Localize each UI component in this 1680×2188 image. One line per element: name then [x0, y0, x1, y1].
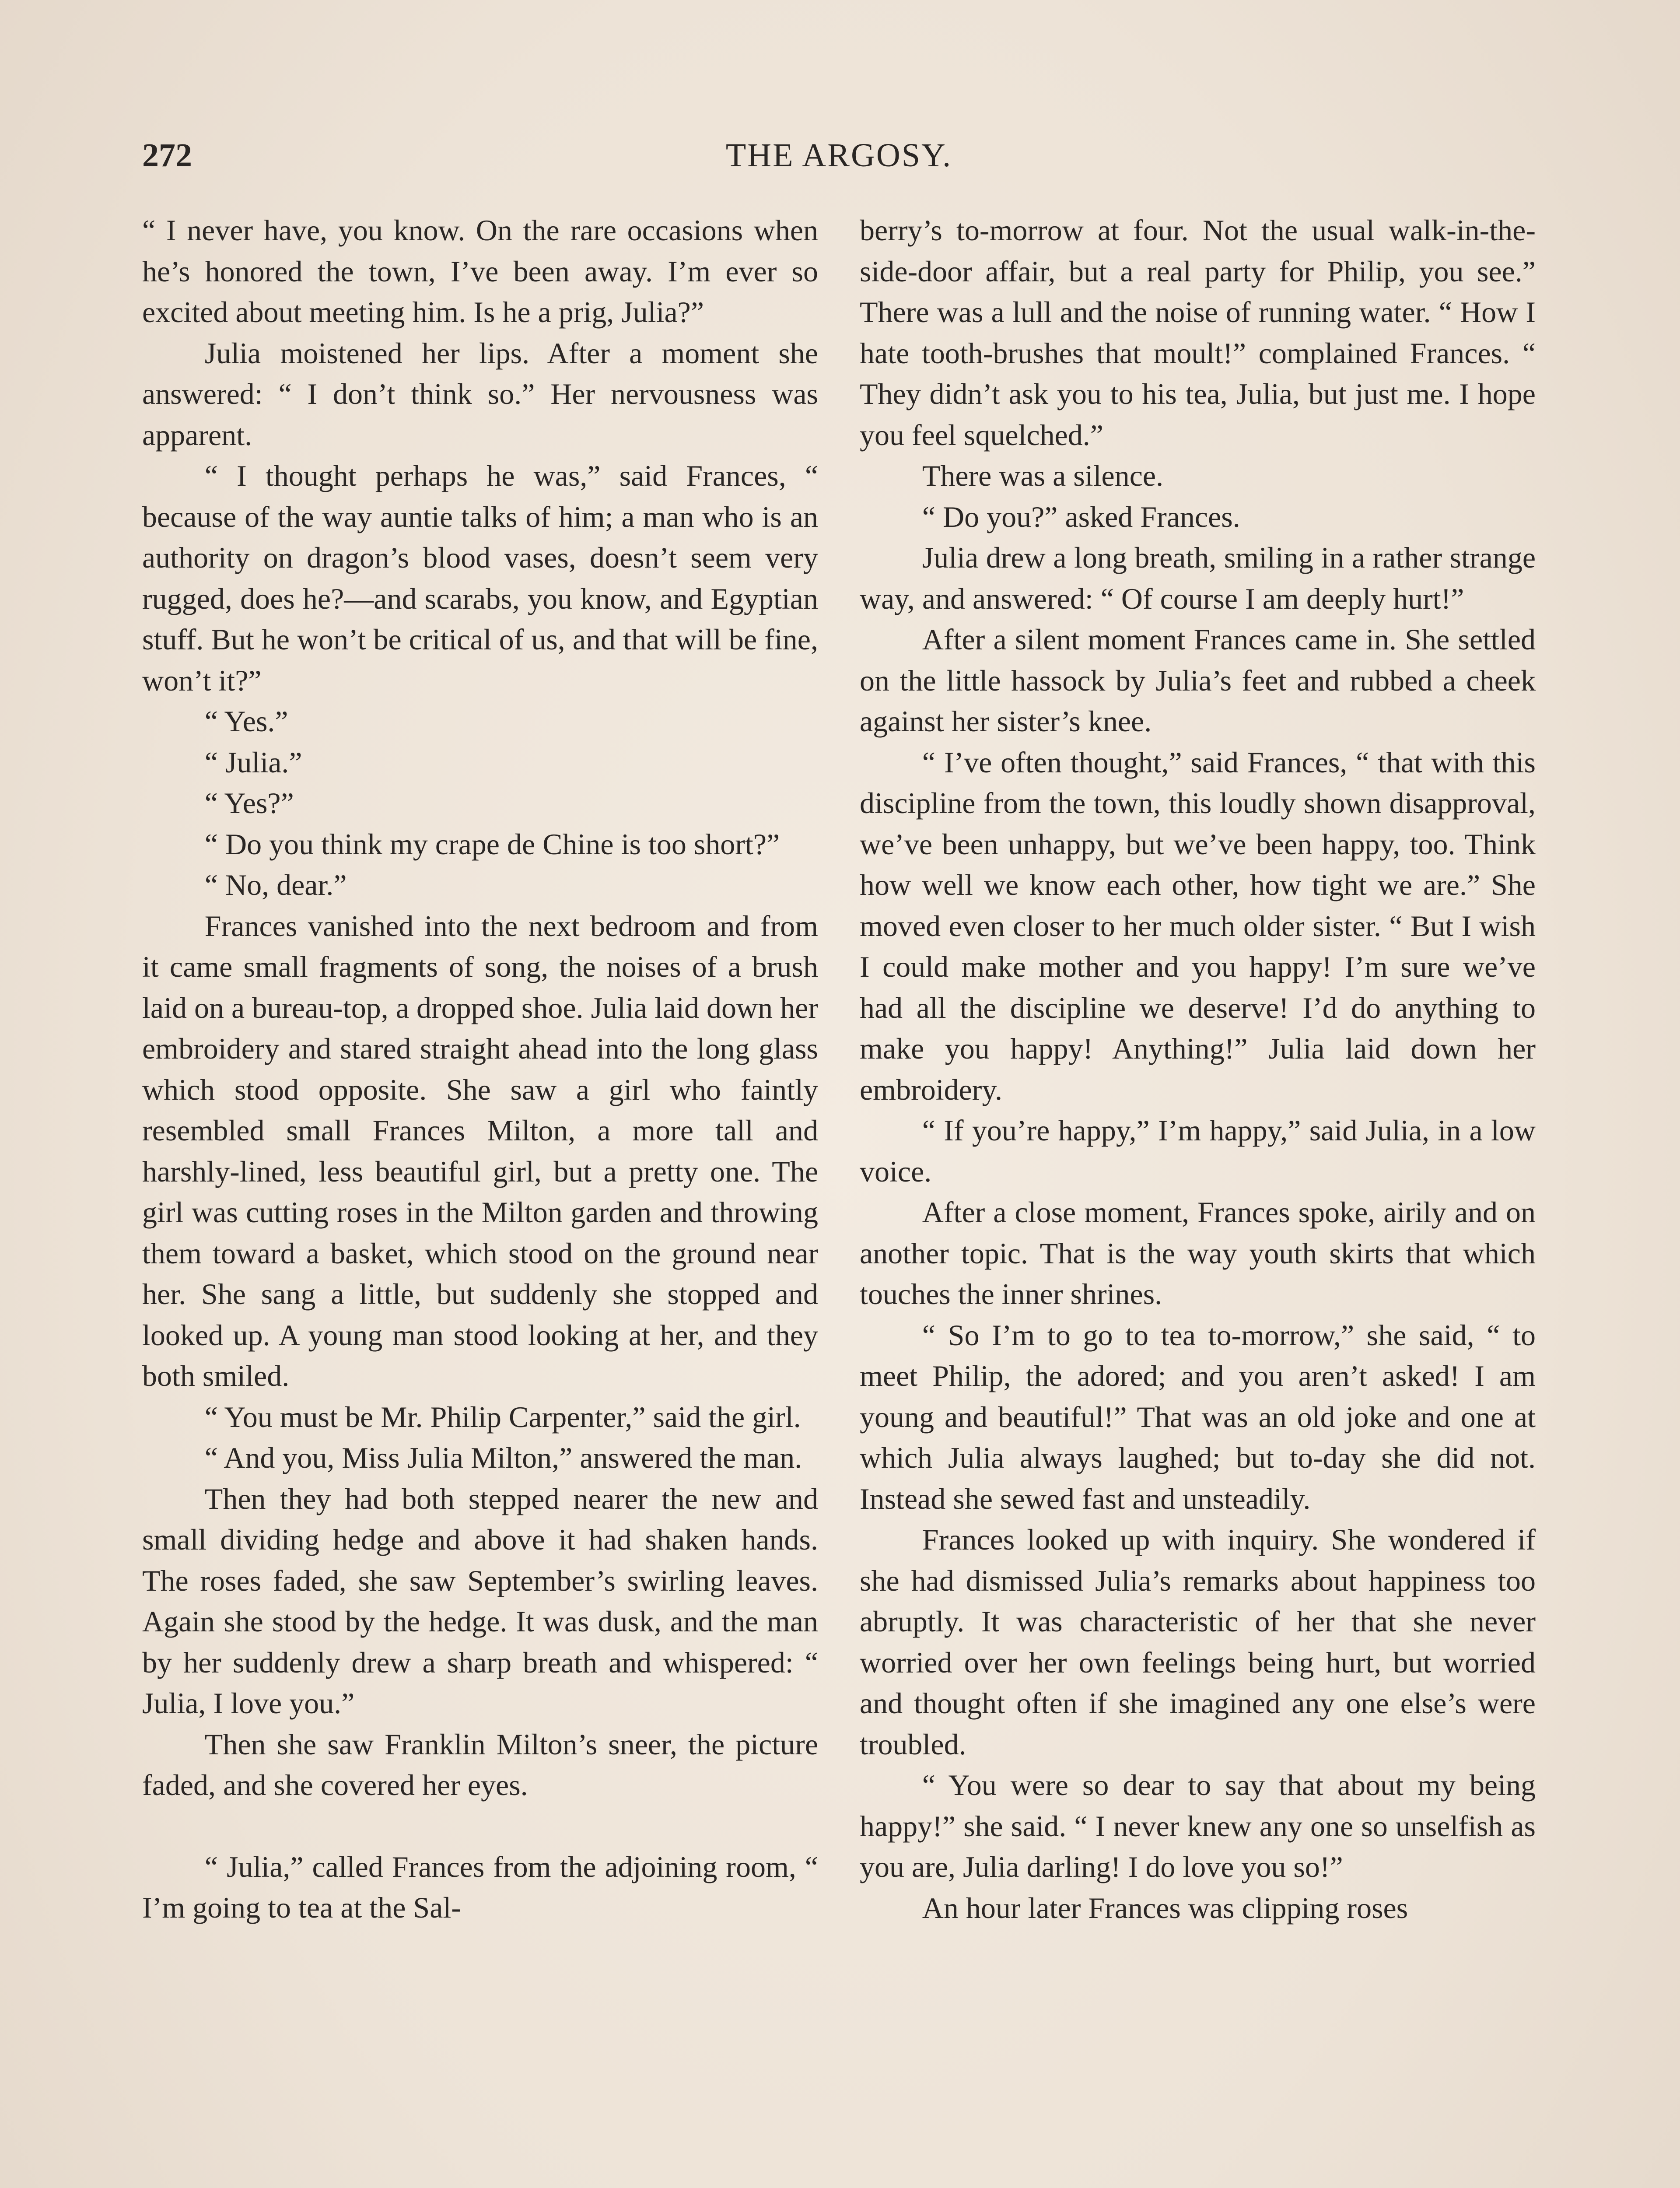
- paragraph: “ Julia.”: [204, 745, 302, 779]
- paragraph: “ So I’m to go to tea to-morrow,” she said, “ to meet Philip, the adored; and you aren’t asked! I am young and beautiful!” That was an old joke and one at which Julia always laughed; but to-day she did not. Instead she sewed fast and unsteadily.: [860, 1318, 1536, 1515]
- paragraph: “ Do you?” asked Frances.: [922, 500, 1240, 533]
- paragraph: Frances vanished into the next bedroom and from it came small fragments of song, the noises of a brush laid on a bureau-top, a dropped shoe. Julia laid down her embroidery and stared straight ahead into the long glass which stood opposite. She saw a girl who faintly resembled small Frances Milton, a more tall and harshly-lined, less beautiful girl, but a pretty one. The girl was cutting roses in the Milton garden and throwing them toward a basket, which stood on the ground near her. She sang a little, but suddenly she stopped and looked up. A young man stood looking at her, and they both smiled.: [142, 909, 818, 1392]
- paragraph: “ You must be Mr. Philip Carpenter,” said the girl.: [204, 1400, 801, 1434]
- paragraph: “ I thought perhaps he was,” said Frances, “ because of the way auntie talks of him; a man who is an authority on dragon’s blood vases, doesn’t seem very rugged, does he?—and scarabs, you know, and Egyptian stuff. But he won’t be critical of us, and that will be fine, won’t it?”: [142, 459, 818, 697]
- paragraph: There was a silence.: [922, 459, 1164, 492]
- paragraph: “ No, dear.”: [204, 868, 347, 901]
- paragraph: Julia drew a long breath, smiling in a rather strange way, and answered: “ Of course I am deeply hurt!”: [860, 541, 1536, 615]
- paragraph: Frances looked up with inquiry. She wondered if she had dismissed Julia’s remarks about happiness too abruptly. It was characteristic of her that she never worried over her own feelings being hurt, but worried and thought often if she imagined any one else’s were troubled.: [860, 1523, 1536, 1761]
- paragraph: After a close moment, Frances spoke, airily and on another topic. That is the way youth skirts that which touches the inner shrines.: [860, 1196, 1536, 1311]
- paragraph: Julia moistened her lips. After a moment she answered: “ I don’t think so.” Her nervousness was apparent.: [142, 336, 818, 452]
- paragraph: “ And you, Miss Julia Milton,” answered the man.: [204, 1441, 802, 1474]
- paragraph: “ Julia,” called Frances from the adjoining room, “ I’m going to tea at the Sal-: [142, 1850, 818, 1924]
- page-header: [142, 131, 1536, 179]
- paragraph: “ If you’re happy,” I’m happy,” said Julia, in a low voice.: [860, 1114, 1536, 1188]
- paragraph: Then she saw Franklin Milton’s sneer, the picture faded, and she covered her eyes.: [142, 1727, 818, 1802]
- paragraph: “ I’ve often thought,” said Frances, “ that with this discipline from the town, this loudly shown disapproval, we’ve been unhappy, but we’ve been happy, too. Think how well we know each other, how tight we are.” She moved even closer to her much older sister. “ But I wish I could make mother and you happy! I’m sure we’ve had all the discipline we deserve! I’d do anything to make you happy! Anything!” Julia laid down her embroidery.: [860, 745, 1536, 1106]
- paragraph: Then they had both stepped nearer the new and small dividing hedge and above it had shaken hands. The roses faded, she saw September’s swirling leaves. Again she stood by the hedge. It was dusk, and the man by her suddenly drew a sharp breath and whispered: “ Julia, I love you.”: [142, 1482, 818, 1720]
- running-head: THE ARGOSY.: [725, 137, 952, 174]
- page-number: 272: [142, 137, 192, 174]
- paragraph: “ Yes?”: [204, 786, 294, 820]
- paragraph: “ Do you think my crape de Chine is too short?”: [204, 827, 780, 861]
- paragraph: “ I never have, you know. On the rare occasions when he’s honored the town, I’ve been away. I’m ever so excited about meeting him. Is he a prig, Julia?”: [142, 214, 818, 329]
- paragraph: “ You were so dear to say that about my being happy!” she said. “ I never knew any one so unselfish as you are, Julia darling! I do love you so!”: [860, 1768, 1536, 1883]
- paragraph: “ Yes.”: [204, 705, 288, 738]
- paragraph: After a silent moment Frances came in. She settled on the little hassock by Julia’s feet and rubbed a cheek against her sister’s knee.: [860, 623, 1536, 738]
- right-text-column: [860, 210, 1536, 1929]
- left-text-column: [142, 210, 818, 1929]
- paragraph: berry’s to-morrow at four. Not the usual walk-in-the-side-door affair, but a real party for Philip, you see.” There was a lull and the noise of running water. “ How I hate tooth-brushes that moult!” complained Frances. “ They didn’t ask you to his tea, Julia, but just me. I hope you feel squelched.”: [860, 214, 1536, 452]
- paragraph: An hour later Frances was clipping roses: [922, 1891, 1408, 1925]
